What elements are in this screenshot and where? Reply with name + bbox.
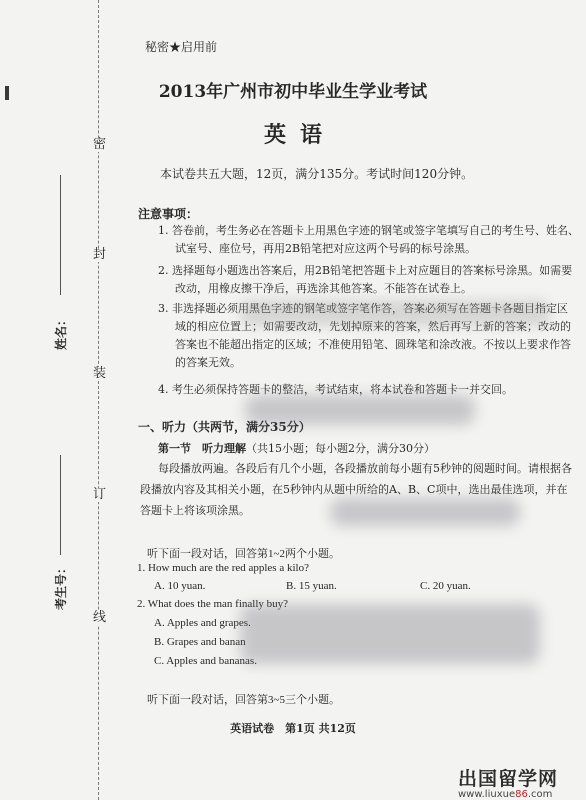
subsection-heading	[158, 440, 435, 456]
note-item-2	[158, 262, 572, 298]
instruction-line-2: 段播放内容及其相关小题，在5秒钟内从题中所给的A、B、C项中，选出最佳选项，并在	[140, 483, 568, 496]
question-2: 2. What does the man finally buy?	[137, 598, 289, 610]
q1-option-a: A. 10 yuan.	[154, 580, 206, 592]
note-1-line-1: 1. 答卷前，考生务必在答题卡上用黑色字迹的钢笔或签字笔填写自己的考生号、姓名、	[158, 224, 579, 237]
note-2-line-2: 改动，用橡皮擦干净后，再选涂其他答案。不能答在试卷上。	[175, 282, 472, 295]
q1-option-c: C. 20 yuan.	[420, 580, 471, 592]
note-3-line-4: 的答案无效。	[175, 356, 241, 369]
seal-char-zhuang: 装	[93, 366, 107, 381]
blur-overlay	[330, 498, 520, 526]
watermark-url: www.liuxue86.com	[458, 789, 553, 800]
site-watermark	[458, 764, 558, 800]
notes-title: 注意事项：	[138, 207, 199, 221]
blur-overlay	[240, 300, 550, 326]
exam-title: 2013年广州市初中毕业生学业考试	[158, 82, 428, 102]
note-3-line-3: 答案也不能超出指定的区域；不准使用铅笔、圆珠笔和涂改液。不按以上要求作答	[175, 338, 571, 351]
section-heading: 一、听力（共两节，满分35分）	[138, 420, 311, 434]
q2-option-c: C. Apples and bananas.	[154, 655, 257, 667]
instruction-line-3: 答题卡上将该项涂黑。	[140, 504, 250, 517]
subsection-detail: （共15小题；每小题2分，满分30分）	[246, 442, 435, 455]
note-1-line-2: 试室号、座位号，再用2B铅笔把对应这两个号码的标号涂黑。	[175, 242, 477, 255]
listen-instruction-1: 听下面一段对话，回答第1~2两个小题。	[147, 548, 340, 560]
note-2-line-1: 2. 选择题每小题选出答案后，用2B铅笔把答题卡上对应题目的答案标号涂黑。如需要	[158, 264, 573, 277]
exam-intro: 本试卷共五大题，12页，满分135分。考试时间120分钟。	[160, 167, 474, 181]
q2-option-b: B. Grapes and banan	[154, 636, 246, 648]
secret-mark: 秘密★启用前	[145, 40, 218, 54]
note-4-line-1: 4. 考生必须保持答题卡的整洁，考试结束，将本试卷和答题卡一并交回。	[158, 383, 513, 396]
id-label: 考生号：	[54, 561, 68, 610]
note-3-line-1: 3. 非选择题必须用黑色字迹的钢笔或签字笔作答，答案必须写在答题卡各题目指定区	[158, 302, 568, 315]
listen-instruction-2: 听下面一段对话，回答第3~5三个小题。	[147, 694, 340, 706]
q2-option-a: A. Apples and grapes.	[154, 617, 251, 629]
name-line	[60, 175, 61, 295]
q1-option-b: B. 15 yuan.	[286, 580, 337, 592]
seal-char-ding: 订	[93, 487, 107, 502]
subject-title: 英语	[263, 122, 336, 148]
question-1: 1. How much are the red apples a kilo?	[137, 562, 309, 574]
seal-char-xian: 线	[93, 610, 107, 625]
seal-char-mi: 密	[93, 137, 107, 152]
id-line	[60, 455, 61, 555]
name-label: 姓名：	[54, 313, 68, 350]
watermark-logo-text: 出国留学网	[458, 768, 559, 790]
instruction-line-1: 每段播放两遍。各段后有几个小题，各段播放前每小题有5秒钟的阅题时间。请根据各	[158, 462, 572, 475]
page-footer: 英语试卷 第1页 共12页	[230, 722, 356, 735]
blur-overlay	[245, 395, 475, 425]
note-3-line-2: 域的相应位置上；如需要改动，先划掉原来的答案，然后再写上新的答案；改动的	[175, 320, 571, 333]
seal-char-feng: 封	[93, 247, 107, 262]
note-item-1	[158, 222, 579, 258]
subsection-label: 第一节 听力理解	[158, 442, 246, 455]
blur-overlay	[240, 604, 540, 664]
